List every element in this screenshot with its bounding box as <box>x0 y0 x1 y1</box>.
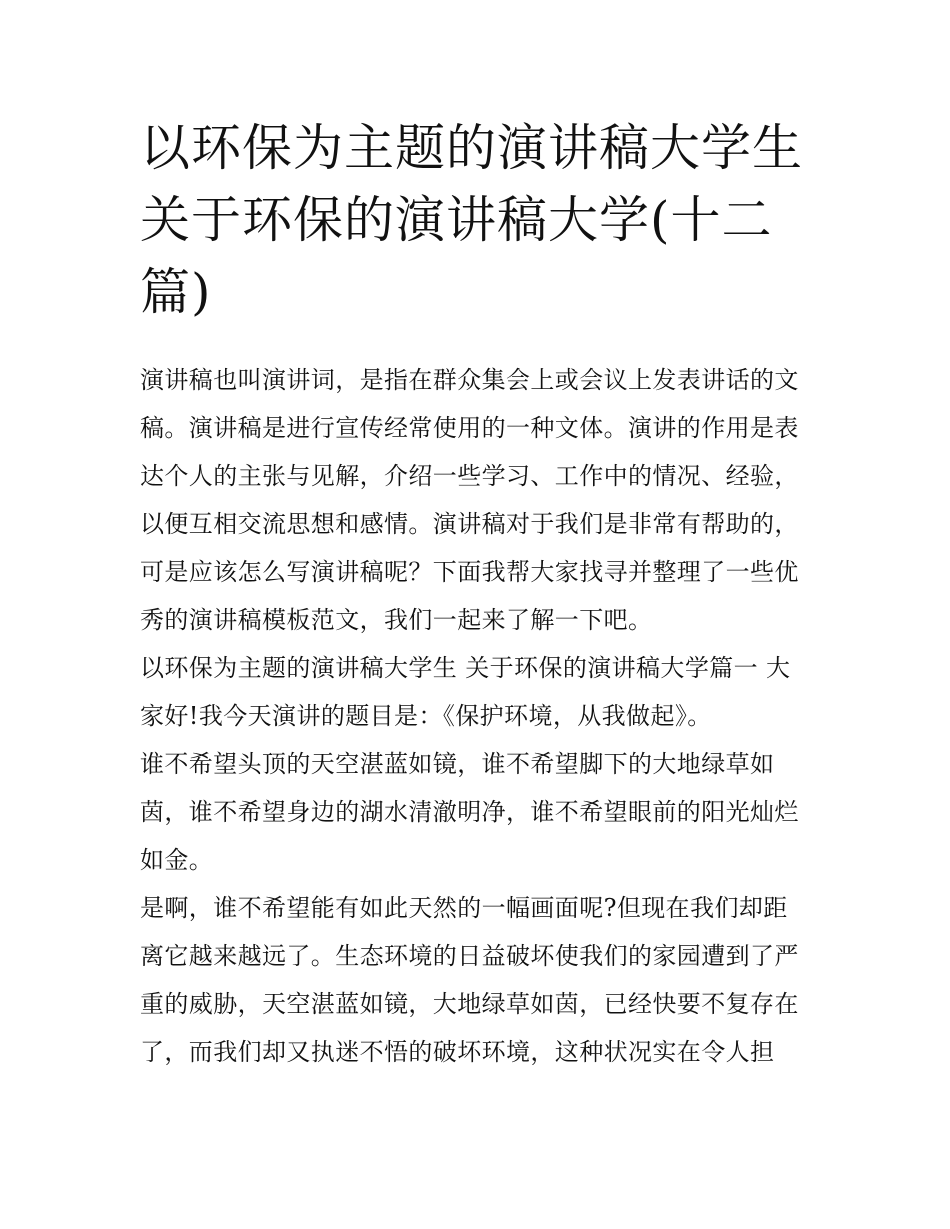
paragraph-speech-heading: 以环保为主题的演讲稿大学生 关于环保的演讲稿大学篇一 大 家好!我今天演讲的题目是：《保护环境，从我做起》。 <box>140 654 791 730</box>
document-title: 以环保为主题的演讲稿大学生 关于环保的演讲稿大学(十二 篇) <box>140 119 803 321</box>
document-body <box>140 356 820 1076</box>
paragraph-wish: 谁不希望头顶的天空湛蓝如镜，谁不希望脚下的大地绿草如 茵，谁不希望身边的湖水清澈明净，谁不希望眼前的阳光灿烂 如金。 <box>140 750 799 874</box>
paragraph-intro: 演讲稿也叫演讲词，是指在群众集会上或会议上发表讲话的文 稿。演讲稿是进行宣传经常使用的一种文体。演讲的作用是表 达个人的主张与见解，介绍一些学习、工作中的情况、经验， 以便互相交流思想和感情。演讲稿对于我们是非常有帮助的， 可是应该怎么写演讲稿呢？下面我帮大家找寻并整理了一些优 秀的演讲稿模板范文，我们一起来了解一下吧。 <box>140 366 799 634</box>
paragraph-environment: 是啊，谁不希望能有如此天然的一幅画面呢?但现在我们却距 离它越来越远了。生态环境的日益破坏使我们的家园遭到了严 重的威胁，天空湛蓝如镜，大地绿草如茵，已经快要不复存在 了，而我们却又执迷不悟的破坏环境，这种状况实在令人担 <box>140 894 799 1066</box>
